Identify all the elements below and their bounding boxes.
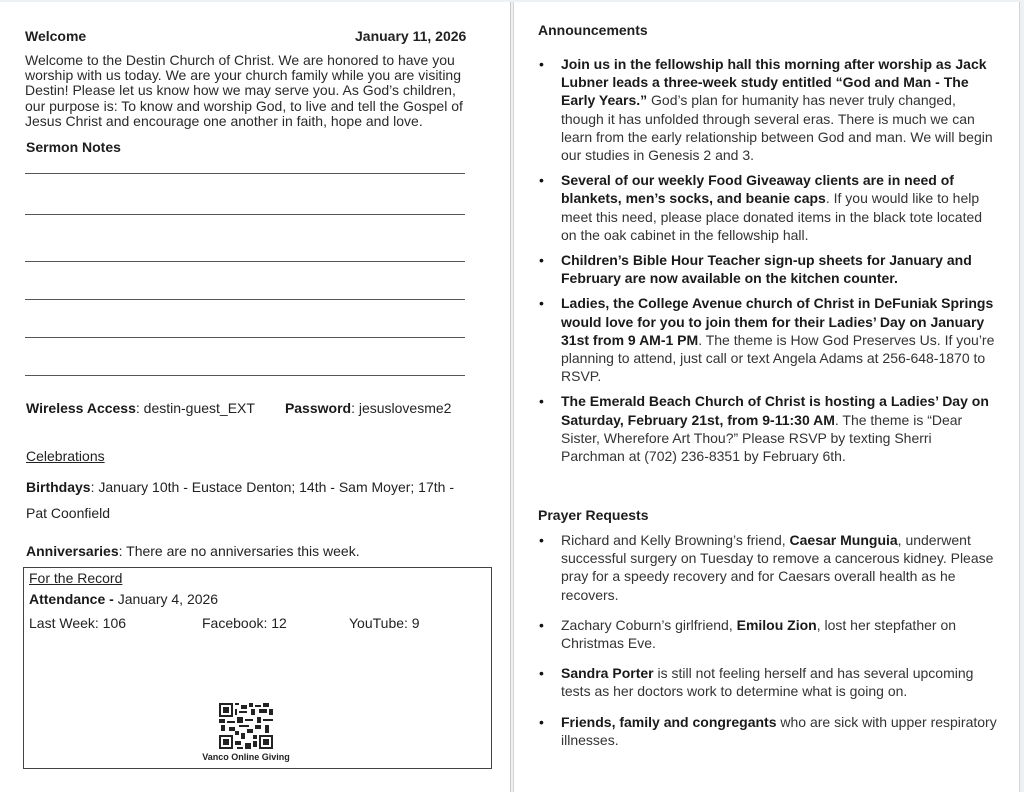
attendance-label: Attendance - [29, 591, 118, 607]
wireless-network: : destin-guest_EXT [135, 400, 255, 416]
bullet-icon: • [539, 665, 544, 682]
prayer-request-name: Emilou Zion [736, 616, 817, 633]
attendance-youtube: YouTube: 9 [349, 615, 420, 631]
anniversaries-info [26, 543, 360, 559]
bullet-icon: • [539, 56, 544, 72]
prayer-requests-heading: Prayer Requests [538, 507, 649, 523]
announcements-list [538, 55, 998, 472]
bullet-icon: • [539, 616, 544, 633]
birthdays-info [26, 474, 456, 526]
wireless-label: Wireless Access [26, 400, 136, 416]
qr-code-icon[interactable] [219, 703, 273, 749]
bulletin-left-page [0, 2, 511, 792]
password-label: Password [284, 400, 352, 416]
prayer-request-text: who are sick with upper respiratory illnesses. [561, 713, 997, 748]
anniversaries-text: : There are no anniversaries this week. [118, 543, 360, 559]
prayer-request-text: is still not feeling herself and has several upcoming tests as her doctors work to determine what is going on. [561, 665, 974, 700]
birthdays-label: Birthdays [26, 479, 91, 495]
qr-caption: Vanco Online Giving [202, 752, 290, 762]
sermon-note-line [25, 375, 465, 376]
celebrations-heading: Celebrations [26, 448, 105, 464]
bullet-icon: • [539, 713, 544, 730]
attendance-line [29, 591, 218, 607]
prayer-request-name: Sandra Porter [561, 665, 654, 682]
announcement-highlight: The Emerald Beach Church of Christ is hosting a Ladies’ Day on Saturday, February 21st, from 9-11:30 AM [561, 393, 989, 428]
sermon-note-line [25, 337, 465, 338]
prayer-request-name: Friends, family and congregants [561, 713, 777, 730]
announcement-item [538, 55, 998, 164]
announcement-text: God’s plan for humanity has never truly changed, though it has unfolded through several eras. There is much we can learn from the early relationship between God and man. We will begin our studies in Genesis 2 and 3. [561, 92, 993, 164]
prayer-request-item [538, 531, 998, 604]
bulletin-right-page [513, 2, 1020, 792]
prayer-request-item [538, 616, 998, 652]
announcement-highlight: Join us in the fellowship hall this morning after worship as Jack Lubner leads a three-week study entitled “God and Man - The Early Years.” [561, 56, 987, 109]
prayer-requests-list [538, 531, 998, 761]
prayer-request-item [538, 664, 998, 700]
anniversaries-label: Anniversaries [26, 543, 119, 559]
bullet-icon: • [539, 532, 544, 548]
sermon-note-line [25, 299, 465, 300]
announcement-item [538, 392, 998, 465]
attendance-date: January 4, 2026 [117, 591, 219, 607]
announcement-item [538, 251, 998, 287]
sermon-note-line [25, 261, 465, 262]
prayer-request-text: Zachary Coburn’s girlfriend, [561, 616, 737, 633]
bullet-icon: • [539, 172, 544, 189]
wireless-access-info [26, 400, 451, 416]
announcement-highlight: Several of our weekly Food Giveaway clients are in need of blankets, men’s socks, and beanie caps [561, 172, 954, 207]
prayer-request-name: Caesar Munguia [789, 532, 898, 548]
announcement-item [538, 294, 998, 385]
announcement-item [538, 171, 998, 244]
welcome-paragraph: Welcome to the Destin Church of Christ. We are honored to have you worship with us today. We are your church family while you are visiting Destin! Please let us know how we may serve you. As God’s children, our purpose is: To know and worship God, to live and tell the Gospel of Jesus Christ and encourage one another in faith, hope and love. [25, 52, 463, 129]
bulletin-date: January 11, 2026 [355, 28, 467, 44]
announcement-highlight: Ladies, the College Avenue church of Christ in DeFuniak Springs would love for you to join them for their Ladies’ Day on January 31st from 9 AM-1 PM [561, 295, 994, 348]
prayer-request-text: , underwent successful surgery on Tuesday to remove a cancerous kidney. Please pray for a speedy recovery and for Caesars overall health as he recovers. [561, 532, 994, 603]
bullet-icon: • [539, 252, 544, 269]
bullet-icon: • [539, 295, 544, 312]
sermon-notes-heading: Sermon Notes [26, 139, 121, 155]
announcement-text: . The theme is “Dear Sister, Wherefore Art Thou?” Please RSVP by texting Sherri Parchman at (702) 236-8351 by February 6th. [561, 411, 963, 465]
prayer-request-text: , lost her stepfather on Christmas Eve. [561, 616, 957, 652]
announcements-heading: Announcements [538, 22, 648, 38]
sermon-note-line [25, 173, 465, 174]
prayer-request-item [538, 713, 998, 749]
prayer-request-text: Richard and Kelly Browning’s friend, [561, 532, 790, 548]
for-the-record-box [23, 567, 492, 769]
welcome-heading: Welcome [25, 28, 87, 44]
birthdays-text: : January 10th - Eustace Denton; 14th - Sam Moyer; 17th - Pat Coonfield [26, 479, 454, 521]
announcement-highlight: Children’s Bible Hour Teacher sign-up sheets for January and February are now available on the kitchen counter. [561, 252, 972, 287]
attendance-facebook: Facebook: 12 [202, 615, 287, 631]
wireless-password: : jesuslovesme2 [351, 400, 452, 416]
announcement-text: . The theme is How God Preserves Us. If you’re planning to attend, just call or text Angela Adams at 256-648-1870 to RSVP. [561, 331, 995, 385]
announcement-text: . If you would like to help meet this need, please place donated items in the black tote located on the oak cabinet in the fellowship hall. [561, 190, 983, 243]
sermon-note-line [25, 214, 465, 215]
attendance-last-week: Last Week: 106 [29, 615, 127, 631]
for-the-record-heading: For the Record [29, 570, 123, 586]
bullet-icon: • [539, 393, 544, 410]
